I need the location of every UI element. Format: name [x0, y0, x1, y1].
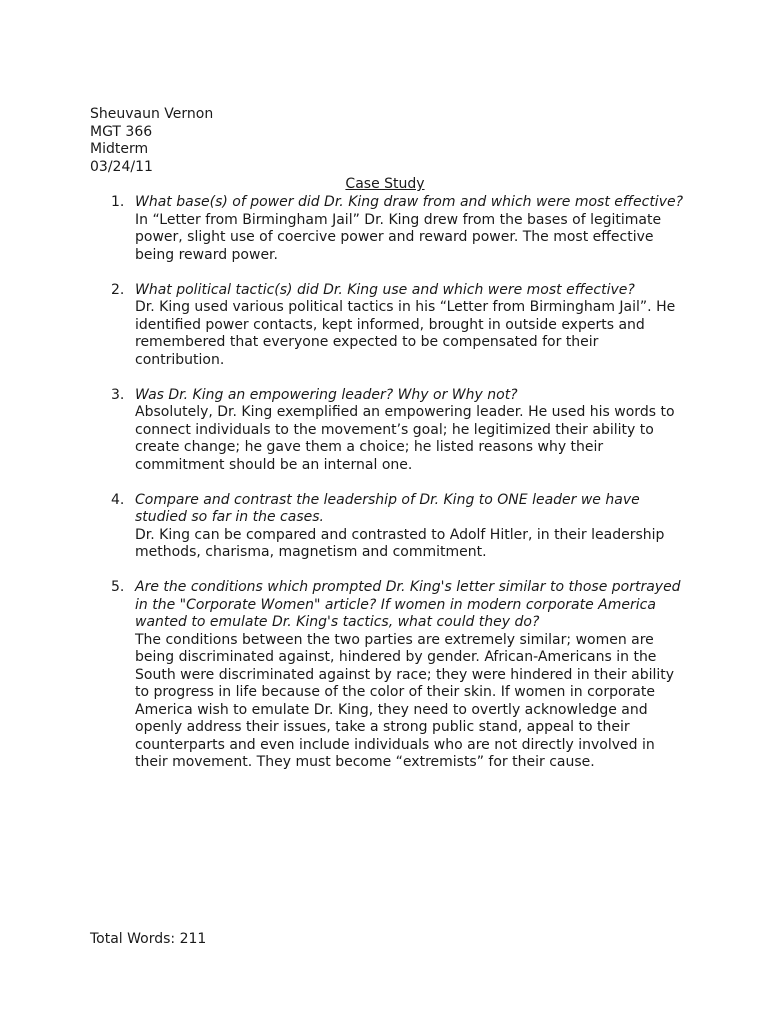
question-item-1: [90, 194, 690, 264]
question-number: 5.: [111, 579, 125, 595]
author-name: Sheuvaun Vernon: [90, 106, 214, 122]
question-number: 2.: [111, 281, 125, 298]
question-text: What political tactic(s) did Dr. King use and which were most effective?: [135, 281, 635, 298]
page-title: Case Study: [345, 176, 425, 192]
question-list: [90, 194, 690, 789]
question-text: Compare and contrast the leadership of Dr. King to ONE leader we have studied so far in the cases.: [135, 491, 640, 525]
question-number: 4.: [111, 491, 125, 508]
page-title-wrapper: [0, 176, 768, 194]
question-item-2: [90, 282, 690, 370]
question-number: 1.: [111, 194, 125, 210]
question-item-4: [90, 492, 690, 562]
question-text: What base(s) of power did Dr. King draw from and which were most effective?: [135, 194, 684, 210]
document-date: 03/24/11: [90, 158, 153, 175]
answer-text: Dr. King used various political tactics in his “Letter from Birmingham Jail”. He identified power contacts, kept informed, brought in outside experts and remembered that everyone expected to be compensated for their contribution.: [135, 299, 676, 368]
question-text: Was Dr. King an empowering leader? Why or Why not?: [135, 386, 518, 403]
assignment-name: Midterm: [90, 141, 149, 157]
question-item-3: [90, 387, 690, 475]
course-code: MGT 366: [90, 123, 153, 140]
word-count: Total Words: 211: [90, 931, 207, 947]
answer-text: Dr. King can be compared and contrasted to Adolf Hitler, in their leadership methods, charisma, magnetism and commitment.: [135, 526, 665, 560]
answer-text: The conditions between the two parties are extremely similar; women are being discriminated against, hindered by gender. African-Americans in the South were discriminated against by race; they were hindered in their ability to progress in life because of the color of their skin. If women in corporate America wish to emulate Dr. King, they need to overtly acknowledge and openly address their issues, take a strong public stand, appeal to their counterparts and even include individuals who are not directly involved in their movement. They must become “extremists” for their cause.: [135, 631, 675, 770]
answer-text: In “Letter from Birmingham Jail” Dr. King drew from the bases of legitimate power, slight use of coercive power and reward power. The most effective being reward power.: [135, 211, 662, 263]
document-header: [90, 106, 213, 176]
answer-text: Absolutely, Dr. King exemplified an empowering leader. He used his words to connect individuals to the movement’s goal; he legitimized their ability to create change; he gave them a choice; he listed reasons why their commitment should be an internal one.: [135, 404, 675, 473]
question-number: 3.: [111, 386, 125, 403]
question-text: Are the conditions which prompted Dr. King's letter similar to those portrayed in the "Corporate Women" article? If women in modern corporate America wanted to emulate Dr. King's tactics, what could they do?: [135, 579, 681, 630]
question-item-5: [90, 579, 690, 772]
